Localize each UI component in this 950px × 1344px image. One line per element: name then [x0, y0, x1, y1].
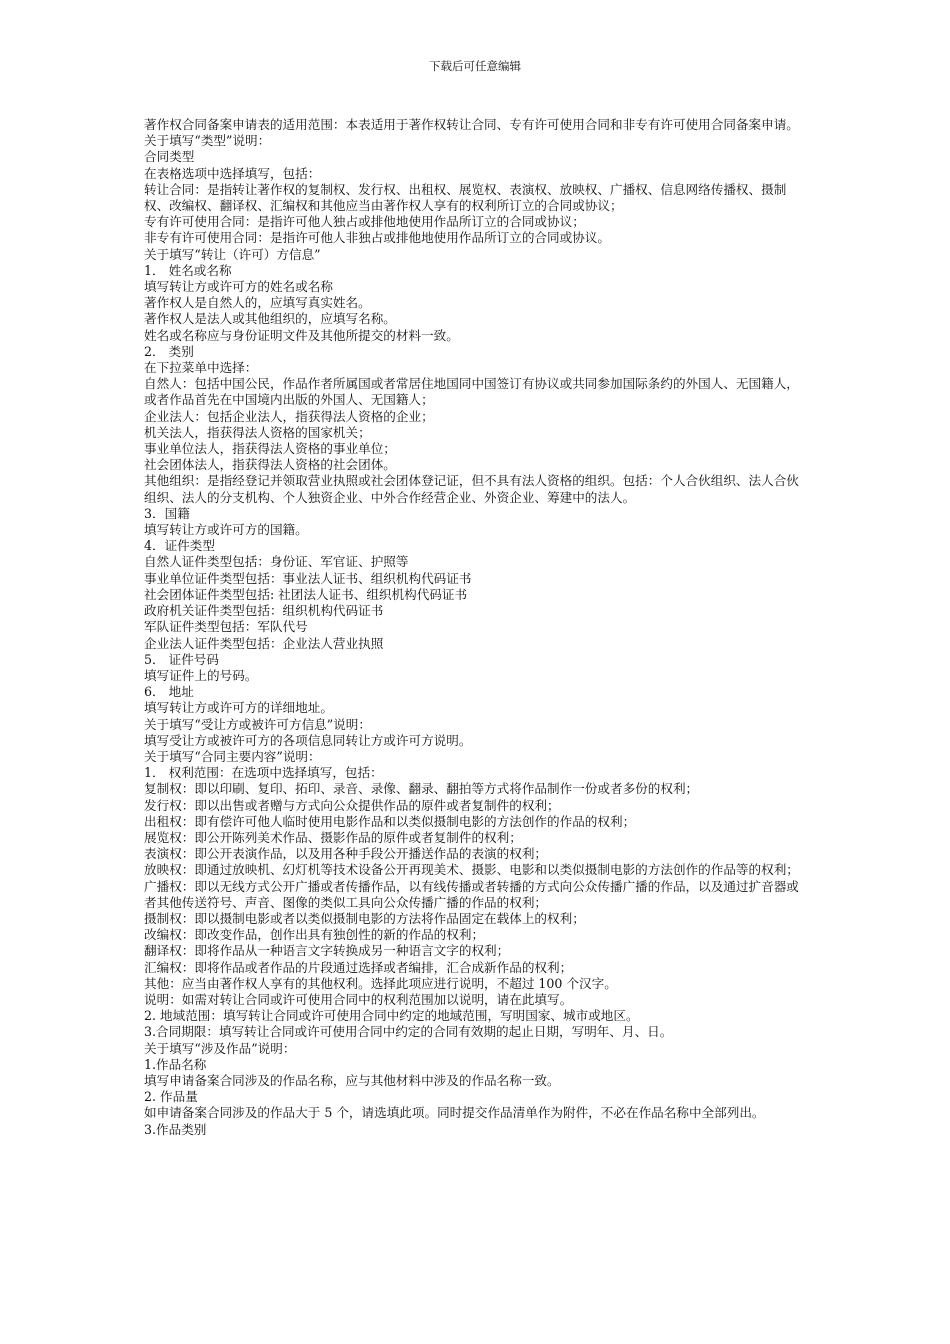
text-line: 1.作品名称	[144, 1056, 207, 1072]
text-line: 改编权：即改变作品，创作出具有独创性的新的作品的权利；	[144, 927, 485, 943]
text-line: 出租权：即有偿许可他人临时使用电影作品和以类似摄制电影的方法创作的作品的权利；	[144, 813, 636, 829]
text-line: 汇编权：即将作品或者作品的片段通过选择或者编排，汇合成新作品的权利；	[144, 959, 573, 975]
text-line: 4．证件类型	[144, 538, 215, 554]
text-line: 其他：应当由著作权人享有的其他权利。选择此项应进行说明，不超过 100 个汉字。	[144, 975, 617, 991]
text-line: 非专有许可使用合同：是指许可他人非独占或排他地使用作品所订立的合同或协议。	[144, 230, 610, 246]
text-line: 自然人证件类型包括：身份证、军官证、护照等	[144, 554, 409, 570]
text-line: 事业单位法人，指获得法人资格的事业单位；	[144, 441, 396, 457]
text-line: 军队证件类型包括：军队代号	[144, 619, 308, 635]
text-line: 3．国籍	[144, 505, 190, 521]
text-line: 发行权：即以出售或者赠与方式向公众提供作品的原件或者复制件的权利；	[144, 797, 560, 813]
text-line: 填写转让方或许可方的详细地址。	[144, 700, 333, 716]
text-line: 其他组织：是指经登记并领取营业执照或社会团体登记证，但不具有法人资格的组织。包括：个人合伙组织、法人合伙组织、法人的分支机构、个人独资企业、中外合作经营企业、外资企业、筹建中的法人。	[144, 473, 799, 505]
text-line: 2. 作品量	[144, 1089, 198, 1105]
text-line: 展览权：即公开陈列美术作品、摄影作品的原件或者复制件的权利；	[144, 829, 522, 845]
text-line: 自然人：包括中国公民，作品作者所属国或者常居住地国同中国签订有协议或共同参加国际条约的外国人、无国籍人，或者作品首先在中国境内出版的外国人、无国籍人；	[144, 376, 799, 408]
text-line: 关于填写“涉及作品”说明：	[144, 1040, 296, 1056]
text-line: 摄制权：即以摄制电影或者以类似摄制电影的方法将作品固定在载体上的权利；	[144, 910, 585, 926]
text-line: 社会团体法人，指获得法人资格的社会团体。	[144, 457, 396, 473]
text-line: 著作权人是法人或其他组织的，应填写名称。	[144, 311, 396, 327]
text-line: 1． 姓名或名称	[144, 262, 232, 278]
text-line: 填写转让方或许可方的国籍。	[144, 522, 308, 538]
text-line: 说明：如需对转让合同或许可使用合同中的权利范围加以说明，请在此填写。	[144, 991, 573, 1007]
text-line: 填写证件上的号码。	[144, 667, 258, 683]
text-line: 3.作品类别	[144, 1121, 207, 1137]
text-line: 在表格选项中选择填写，包括：	[144, 165, 321, 181]
text-line: 合同类型	[144, 149, 195, 165]
text-line: 1． 权利范围：在选项中选择填写，包括：	[144, 765, 383, 781]
text-line: 关于填写“受让方或被许可方信息”说明：	[144, 716, 371, 732]
text-line: 政府机关证件类型包括：组织机构代码证书	[144, 603, 384, 619]
text-line: 2. 地域范围：填写转让合同或许可使用合同中约定的地域范围，写明国家、城市或地区。	[144, 1008, 639, 1024]
text-line: 如申请备案合同涉及的作品大于 5 个，请选填此项。同时提交作品清单作为附件，不必在作品名称中全部列出。	[144, 1105, 765, 1121]
text-line: 姓名或名称应与身份证明文件及其他所提交的材料一致。	[144, 327, 459, 343]
text-line: 企业法人证件类型包括：企业法人营业执照	[144, 635, 384, 651]
text-line: 著作权人是自然人的，应填写真实姓名。	[144, 295, 371, 311]
text-line: 填写受让方或被许可方的各项信息同转让方或许可方说明。	[144, 732, 472, 748]
text-line: 5． 证件号码	[144, 651, 219, 667]
text-line: 3.合同期限：填写转让合同或许可使用合同中约定的合同有效期的起止日期，写明年、月、日。	[144, 1024, 673, 1040]
text-line: 关于填写“合同主要内容”说明：	[144, 748, 321, 764]
text-line: 著作权合同备案申请表的适用范围：本表适用于著作权转让合同、专有许可使用合同和非专有许可使用合同备案申请。	[144, 117, 799, 132]
text-line: 放映权：即通过放映机、幻灯机等技术设备公开再现美术、摄影、电影和以类似摄制电影的方法创作的作品等的权利；	[144, 862, 799, 878]
text-line: 企业法人：包括企业法人，指获得法人资格的企业；	[144, 408, 434, 424]
text-line: 填写转让方或许可方的姓名或名称	[144, 279, 333, 295]
text-line: 事业单位证件类型包括：事业法人证书、组织机构代码证书	[144, 570, 472, 586]
text-line: 表演权：即公开表演作品，以及用各种手段公开播送作品的表演的权利；	[144, 846, 547, 862]
text-line: 专有许可使用合同：是指许可他人独占或排他地使用作品所订立的合同或协议；	[144, 214, 585, 230]
text-line: 在下拉菜单中选择：	[144, 360, 258, 376]
text-line: 机关法人，指获得法人资格的国家机关；	[144, 424, 371, 440]
text-line: 复制权：即以印刷、复印、拓印、录音、录像、翻录、翻拍等方式将作品制作一份或者多份的权利；	[144, 781, 699, 797]
document-body	[144, 117, 808, 1138]
text-line: 关于填写“转让（许可）方信息”	[144, 246, 321, 262]
text-line: 关于填写“类型”说明：	[144, 133, 271, 149]
text-line: 6． 地址	[144, 684, 194, 700]
text-line: 填写申请备案合同涉及的作品名称，应与其他材料中涉及的作品名称一致。	[144, 1072, 560, 1088]
text-line: 翻译权：即将作品从一种语言文字转换成另一种语言文字的权利；	[144, 943, 510, 959]
text-line: 转让合同：是指转让著作权的复制权、发行权、出租权、展览权、表演权、放映权、广播权、信息网络传播权、摄制权、改编权、翻译权、汇编权和其他应当由著作权人享有的权利所订立的合同或协议；	[144, 181, 787, 214]
page-header: 下载后可任意编辑	[429, 59, 521, 73]
text-line: 2． 类别	[144, 343, 194, 359]
text-line: 广播权：即以无线方式公开广播或者传播作品，以有线传播或者转播的方式向公众传播广播的作品，以及通过扩音器或者其他传送符号、声音、图像的类似工具向公众传播广播的作品的权利；	[144, 878, 799, 910]
text-line: 社会团体证件类型包括: 社团法人证书、组织机构代码证书	[144, 586, 468, 602]
